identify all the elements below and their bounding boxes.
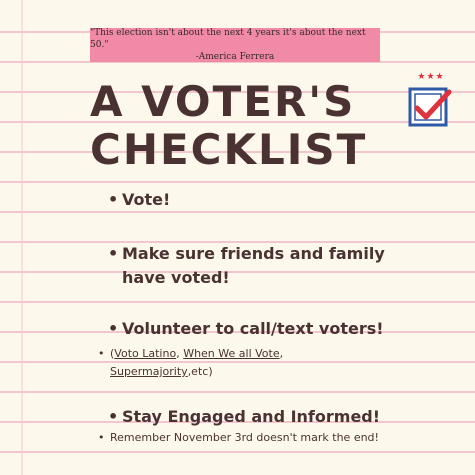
title-line-2: CHECKLIST: [90, 125, 368, 174]
item-vote: Vote!: [122, 190, 171, 209]
reminder-text: Remember November 3rd doesn't mark the end!: [110, 431, 379, 444]
list-item: [108, 242, 398, 290]
list-item: [108, 406, 380, 428]
org-text: [110, 345, 283, 381]
bullet-icon: •: [108, 244, 119, 263]
bullet-icon: •: [98, 431, 105, 444]
item-volunteer: Volunteer to call/text voters!: [122, 319, 384, 338]
separator: ,: [279, 347, 284, 360]
link-voto-latino[interactable]: Voto Latino: [114, 347, 177, 360]
title-line-1: A VOTER'S: [90, 77, 356, 126]
item-stay-engaged: Stay Engaged and Informed!: [122, 407, 381, 426]
link-supermajority[interactable]: Supermajority: [110, 365, 188, 378]
bullet-icon: •: [98, 347, 105, 360]
reminder-line: [98, 429, 379, 447]
separator: ,: [176, 347, 184, 360]
list-item: [108, 189, 170, 211]
paren-close: ,etc): [187, 365, 213, 378]
link-when-we-all-vote[interactable]: When We all Vote: [183, 347, 280, 360]
org-list: [98, 345, 358, 381]
quote-author: -America Ferrera: [195, 52, 275, 62]
quote-banner: [90, 28, 380, 62]
paren-open: (: [110, 347, 115, 360]
item-friends-family: Make sure friends and family have voted!: [122, 244, 385, 287]
page-title: [90, 78, 400, 174]
stars-icon: ★★★: [417, 72, 445, 82]
quote-text: "This election isn't about the next 4 years it's about the next 50.": [90, 28, 366, 50]
bullet-icon: •: [108, 407, 119, 426]
checkbox-check-icon: [407, 84, 453, 130]
bullet-icon: •: [108, 319, 119, 338]
list-item: [108, 318, 384, 340]
bullet-icon: •: [108, 190, 119, 209]
